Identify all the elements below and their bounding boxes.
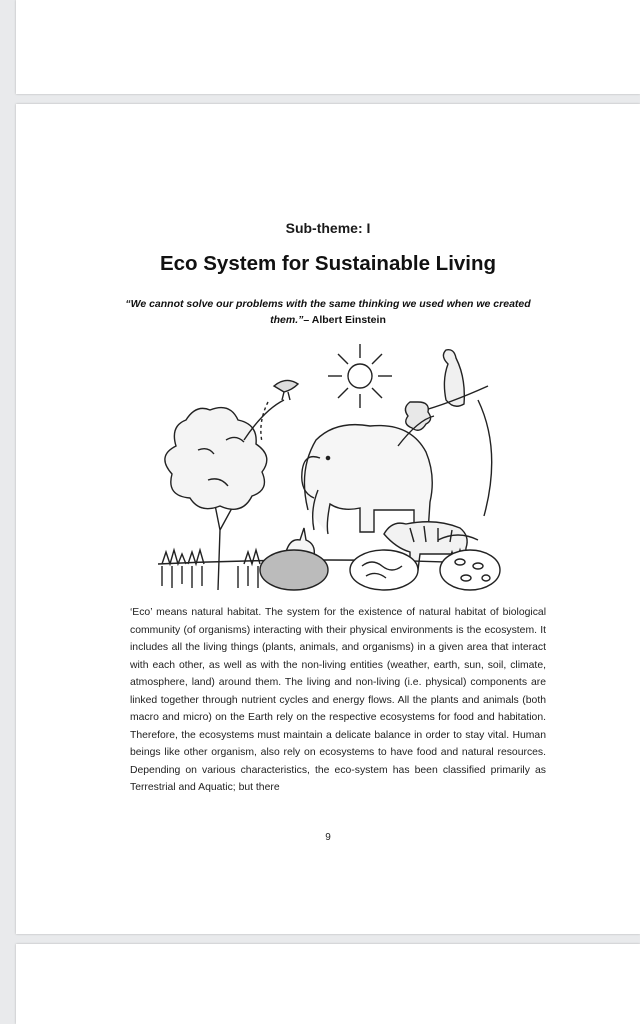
- quote: [116, 296, 540, 328]
- bird-icon: [261, 380, 298, 442]
- microbes-icon: [440, 550, 500, 590]
- quote-author: – Albert Einstein: [303, 314, 386, 326]
- next-page: [16, 944, 640, 1024]
- sun-icon: [328, 344, 392, 408]
- document-page: [16, 104, 640, 934]
- page-number: 9: [325, 832, 331, 843]
- quote-text: “We cannot solve our problems with the same thinking we used when we created them.”: [125, 298, 531, 326]
- page-title: Eco System for Sustainable Living: [159, 252, 497, 275]
- body-paragraph: ‘Eco’ means natural habitat. The system for the existence of natural habitat of biological community (of organisms) interacting with their physical environments is the ecosystem. It includes all the living things (plants, animals, and organisms) in a given area that interact with each other, as well as with the non-living entities (weather, earth, sun, soil, climate, atmosphere, land) around them. The living and non-living (i.e. physical) components are linked together through nutrient cycles and energy flows. All the plants and animals (both macro and micro) on the Earth rely on the respective ecosystems for food and habitation. Therefore, the ecosystems must maintain a delicate balance in order to stay vital. Human beings like other organism, also rely on ecosystems to have food and natural resources. Depending on various characteristics, the eco-system has been classified primarily as Terrestrial and Aquatic; but there: [130, 607, 546, 793]
- subtheme-heading: Sub-theme: I: [285, 220, 371, 236]
- previous-page: [16, 0, 640, 94]
- elephant-icon: [302, 425, 433, 534]
- vulture-icon: [405, 350, 488, 431]
- worms-icon: [260, 550, 418, 590]
- ecosystem-illustration: [148, 340, 502, 598]
